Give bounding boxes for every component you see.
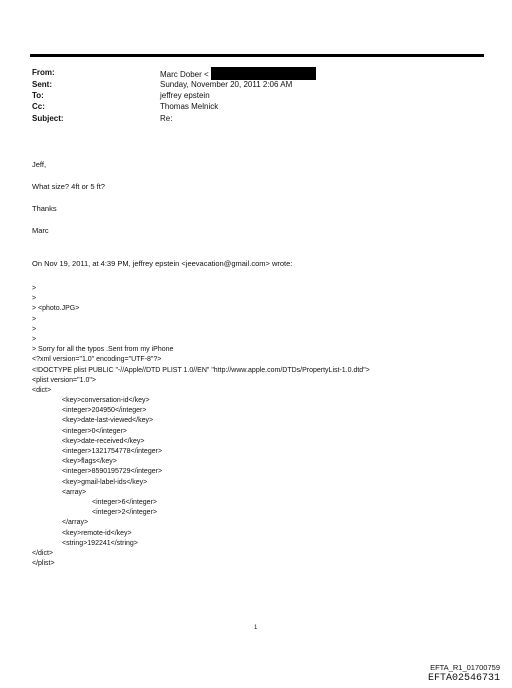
plist-entry: <string>192241</string> [62, 539, 138, 547]
cc-value: Thomas Melnick [160, 102, 219, 111]
plist-entry: </array> [62, 519, 89, 527]
plist-entry: <key>date-last-viewed</key> [62, 417, 154, 425]
xml-declaration: <?xml version="1.0" encoding="UTF-8"?> [32, 356, 162, 364]
plist-entry: <key>date-received</key> [62, 437, 145, 445]
quoted-line: > [32, 325, 37, 333]
question-text: What size? 4ft or 5 ft? [32, 182, 105, 191]
from-label: From: [32, 68, 55, 77]
doctype-line: <!DOCTYPE plist PUBLIC "-//Apple//DTD PLIST 1.0//EN" "http://www.apple.com/DTDs/PropertyList-1.0.dtd"> [32, 366, 370, 374]
sender-name: Marc Dober < [160, 70, 209, 79]
quoted-line: > [32, 315, 37, 323]
quoted-line: > [32, 335, 37, 343]
to-value: jeffrey epstein [160, 91, 210, 100]
quoted-line: > [32, 295, 37, 303]
plist-entry: <key>flags</key> [62, 458, 117, 466]
sent-label: Sent: [32, 80, 52, 89]
plist-entry: <integer>1321754778</integer> [62, 448, 163, 455]
plist-entry: <integer>2</integer> [92, 509, 157, 517]
plist-entry: <integer>8590195729</integer> [62, 468, 163, 476]
quote-intro: On Nov 19, 2011, at 4:39 PM, jeffrey epstein <jeevacation@gmail.com> wrote: [32, 259, 293, 268]
cc-label: Cc: [32, 102, 45, 111]
plist-entry: <integer>204950</integer> [62, 407, 147, 415]
header-rule [30, 54, 484, 57]
dict-close: </dict> [32, 549, 54, 557]
page-number: 1 [254, 625, 258, 631]
greeting: Jeff, [32, 160, 47, 169]
sent-value: Sunday, November 20, 2011 2:06 AM [160, 80, 293, 89]
quoted-line: > Sorry for all the typos .Sent from my iPhone [32, 346, 174, 354]
quoted-message [32, 284, 370, 569]
thanks-text: Thanks [32, 204, 57, 213]
dict-open: <dict> [32, 386, 52, 394]
plist-entry: <key>remote-id</key> [62, 529, 132, 537]
subject-value: Re: [160, 114, 173, 123]
plist-entry: <integer>6</integer> [92, 498, 157, 506]
plist-entry: <key>conversation-id</key> [62, 397, 150, 405]
subject-label: Subject: [32, 114, 64, 123]
footer-ref-1: EFTA_R1_01700759 [430, 663, 500, 672]
quoted-line: > [32, 285, 37, 292]
plist-open: <plist version="1.0"> [32, 376, 96, 384]
plist-close: </plist> [32, 560, 55, 568]
signature-text: Marc [32, 226, 49, 235]
to-label: To: [32, 91, 44, 100]
footer-ref-2: EFTA02546731 [427, 673, 500, 684]
plist-entry: <integer>0</integer> [62, 427, 127, 435]
quoted-line: > <photo.JPG> [32, 305, 80, 313]
plist-entry: <key>gmail-label-ids</key> [62, 478, 148, 486]
plist-entry: <array> [62, 488, 87, 496]
